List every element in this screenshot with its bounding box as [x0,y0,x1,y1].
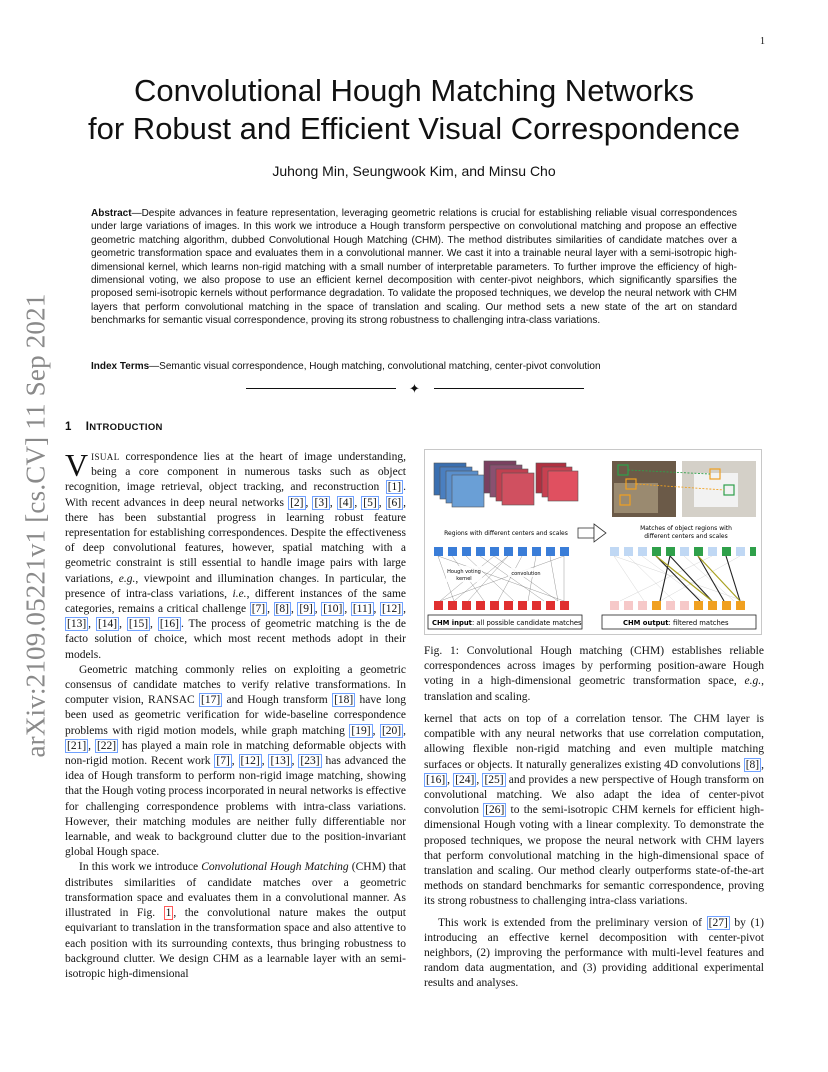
label-kernel: kernel [456,576,472,582]
text: , the convolutional nature makes the output equivariant to translation in the transformation space and also attentive to each position with its surrounding contexts, thus bringing robustness to background clutter. We design CHM as a learnable layer with an semi-isotropic high-dimensional [65,907,406,980]
text: , [261,755,269,768]
citation-link[interactable]: [14] [97,618,118,631]
figure-1 [424,449,762,635]
figure-caption [424,644,764,705]
chm-input-rest: : all possible candidate matches [471,619,582,627]
citation-link[interactable]: [27] [708,916,728,929]
text: , [447,773,454,786]
citation-link[interactable]: [12] [240,755,260,768]
citation-link[interactable]: [11] [352,603,372,616]
text: , [314,603,322,616]
abstract [91,207,737,328]
text: , [476,773,483,786]
citation-link[interactable]: [12] [381,603,402,616]
text: , [88,739,95,752]
section-heading [65,421,163,433]
text: , [267,603,274,616]
intro-paragraph-4 [424,712,764,910]
photo-panel [612,461,756,517]
section-number: 1 [65,421,72,433]
text: and Hough transform [222,694,333,707]
text: , [88,618,96,631]
intro-paragraph-5 [424,916,764,992]
citation-link[interactable]: [13] [67,618,87,631]
text: This work is extended from the preliminary version of [438,916,707,929]
text: has advanced the idea of Hough transform to perform non-rigid image matching, showing that the Hough voting process incorporated in neural networks is effective for challenging correspondence problems with intra-class variations. However, their matching modules are neither fully differentiable nor learnable, and weak to background clutter due to the position-invariant global Hough space. [65,755,407,859]
text: , [290,603,298,616]
left-column [65,447,407,982]
text-italic: e.g. [744,675,762,688]
citation-link[interactable]: [10] [323,603,343,616]
authors: Juhong Min, Seungwook Kim, and Minsu Cho [272,163,556,179]
divider-line-left [246,388,396,389]
text: Geometric matching commonly relies on exploiting a geometric consensus of candidate matches to verify relative transformations. In computer vision, RANSAC [65,663,406,707]
text: by (1) introducing an effective kernel decomposition with center-pivot neighbors, (2) improving the performance with multi-level features and random data augmentation, and (3) providing additional experimental results and analyses. [424,916,764,990]
label-convolution: convolution [511,571,541,577]
text: , [305,496,313,509]
index-terms-label: Index Terms [91,361,150,372]
divider-glyph: ✦ [409,381,420,396]
right-column [424,712,764,992]
text: , there has been substantial progress in learning robust feature representation for establishing correspondences. Despite the effectiveness of deep convolutional features, however, spatial matching with a geometric constraint is still essential to handle image pairs with large variations, [65,496,406,585]
text: Convolutional Hough matching (CHM) establishes reliable correspondences across images by performing position-aware Hough voting in a high-dimensional geometric transformation space, [424,645,764,688]
citation-link[interactable]: [16] [159,618,179,631]
chm-output-label [623,619,729,627]
label-hough-voting: Hough voting [447,569,481,575]
citation-link[interactable]: [22] [96,739,117,752]
text: , [372,724,380,737]
label-matches-line-2: different centers and scales [644,533,728,540]
text: has played a main role in matching deformable objects with non-rigid motion. Recent work [65,739,406,768]
citation-link[interactable]: [8] [275,603,289,616]
text: to the semi-isotropic CHM kernels for efficient high-dimensional Hough voting with a linear complexity. To demonstrate the proposed techniques, we propose the neural network with CHM layers that perform convolutional matching in the high-dimensional space of translation and scaling. Our method clearly outperforms state-of-the-art methods on standard benchmarks for semantic correspondence, proving its strong robustness to challenging intra-class variations. [424,804,764,908]
text: , viewpoint and illumination changes. In particular, the presence of intra-class variations, [65,572,406,600]
citation-link[interactable]: [15] [128,618,149,631]
citation-link[interactable]: [7] [251,603,266,616]
text: . The process of geometric matching is the de facto solution of choice, which most recent methods adopt in their models. [65,618,407,661]
section-title-rest: NTRODUCTION [89,422,163,433]
feature-map-stack [434,461,578,507]
index-terms-text: —Semantic visual correspondence, Hough matching, convolutional matching, center-pivot convolution [149,361,601,372]
text: , [354,496,362,509]
citation-link[interactable]: [4] [338,496,353,509]
text-italic: i.e. [232,587,247,600]
section-title-initial: I [85,421,90,433]
text-italic: e.g. [118,572,136,585]
text: , [403,724,407,737]
citation-link[interactable]: [3] [314,496,328,509]
label-regions: Regions with different centers and scales [444,530,568,537]
text: , different instances of the same categories, remains a critical challenge [65,587,406,616]
citation-link[interactable]: [20] [381,724,402,737]
paper-title [70,72,758,148]
citation-link[interactable]: [7] [216,755,230,768]
citation-link[interactable]: [21] [67,739,87,752]
citation-link[interactable]: [25] [484,773,504,786]
divider-line-right [434,388,584,389]
caption-label: Fig. 1: [424,645,459,657]
section-divider [246,380,584,396]
citation-link[interactable]: [1] [387,481,402,494]
citation-link[interactable]: [24] [455,773,475,786]
figure-reference-link[interactable]: 1 [165,907,172,920]
citation-link[interactable]: [18] [334,694,354,707]
text: , [291,755,299,768]
text: , [373,603,380,616]
text: and provides a new perspective of Hough transform on convolutional matching. We also adapt the idea of center-pivot convolution [424,773,765,817]
citation-link[interactable]: [2] [290,496,304,509]
citation-link[interactable]: [9] [299,603,313,616]
text: , [403,603,407,616]
citation-link[interactable]: [19] [351,724,371,737]
text: , translation and scaling. [424,675,764,703]
citation-link[interactable]: [13] [270,755,290,768]
intro-paragraph-1 [65,447,407,663]
arxiv-stamp [14,290,58,760]
citation-link[interactable]: [17] [201,694,221,707]
text: kernel that acts on top of a correlation tensor. The CHM layer is compatible with any neural networks that use correlation computation, allowing flexible non-rigid matching and even multiple matching surfaces or objects. It naturally generalizes existing 4D convolutions [424,713,764,771]
abstract-label: Abstract [91,208,132,219]
text: , [378,496,386,509]
text: , [329,496,337,509]
citation-link[interactable]: [8] [745,758,760,771]
text: , [150,618,158,631]
page-number: 1 [760,36,765,47]
citation-link[interactable]: [26] [485,804,505,817]
text: , [119,618,127,631]
intro-paragraph-3 [65,860,406,982]
text: correspondence lies at the heart of image understanding, being a core component in numerous tasks such as object recognition, image retrieval, object tracking, and reconstruction [65,451,406,494]
dropcap: V [65,447,89,483]
text-italic: Convolutional Hough Matching [201,861,349,874]
caption-text [424,644,764,705]
text: , [344,603,351,616]
arxiv-stamp-text: arXiv:2109.05221v1 [cs.CV] 11 Sep 2021 [20,292,51,758]
citation-link[interactable]: [6] [387,496,402,509]
title-line-1: Convolutional Hough Matching Networks [133,73,694,108]
text: In this work we introduce [79,861,202,874]
chm-output-bold: CHM output [623,619,669,627]
intro-paragraph-2 [65,663,406,861]
index-terms [91,361,737,372]
text: , [231,755,239,768]
text: , [761,758,764,771]
abstract-text: —Despite advances in feature representation, leveraging geometric relations is crucial for establishing reliable visual correspondences under large variations of images. In this work we introduce a Hough transform perspective on convolutional matching and propose an effective geometric matching algorithm, dubbed Convolutional Hough Matching (CHM). The method distributes similarities of candidate matches over a geometric transformation space and evaluates them in a convolutional manner. We cast it into a trainable neural layer with a semi-isotropic high-dimensional kernel, which learns non-rigid matching with a small number of interpretable parameters. To further improve the efficiency of high-dimensional voting, we also propose to use an efficient kernel decomposition with center-pivot neighbors, which significantly sparsifies the proposed semi-isotropic kernels without performance degradation. To validate the proposed techniques, we develop the neural network with CHM layers that perform convolutional matching in the space of translation and scaling. Our method sets a new state of the art on standard benchmarks for semantic visual correspondence, proving its strong robustness to challenging intra-class variations. [91,208,737,327]
title-line-2: for Robust and Efficient Visual Correspondence [88,111,740,146]
chm-output-rest: : filtered matches [668,619,729,627]
text: have long been used as geometric verification for wide-baseline correspondence problems with rigid motion models, while graph matching [65,694,407,737]
text: . With recent advances in deep neural networks [65,481,406,509]
citation-link[interactable]: [16] [426,773,446,786]
citation-link[interactable]: [23] [300,755,320,768]
text: (CHM) that distributes similarities of candidate matches over a geometric transformation space and evaluates them in a convolutional manner. As illustrated in Fig. [65,861,407,920]
citation-link[interactable]: [5] [363,496,377,509]
label-matches-line-1: Matches of object regions with [640,525,732,532]
smallcaps-word: ISUAL [91,452,120,462]
chm-input-label [432,619,582,627]
chm-input-bold: CHM input [432,619,472,627]
